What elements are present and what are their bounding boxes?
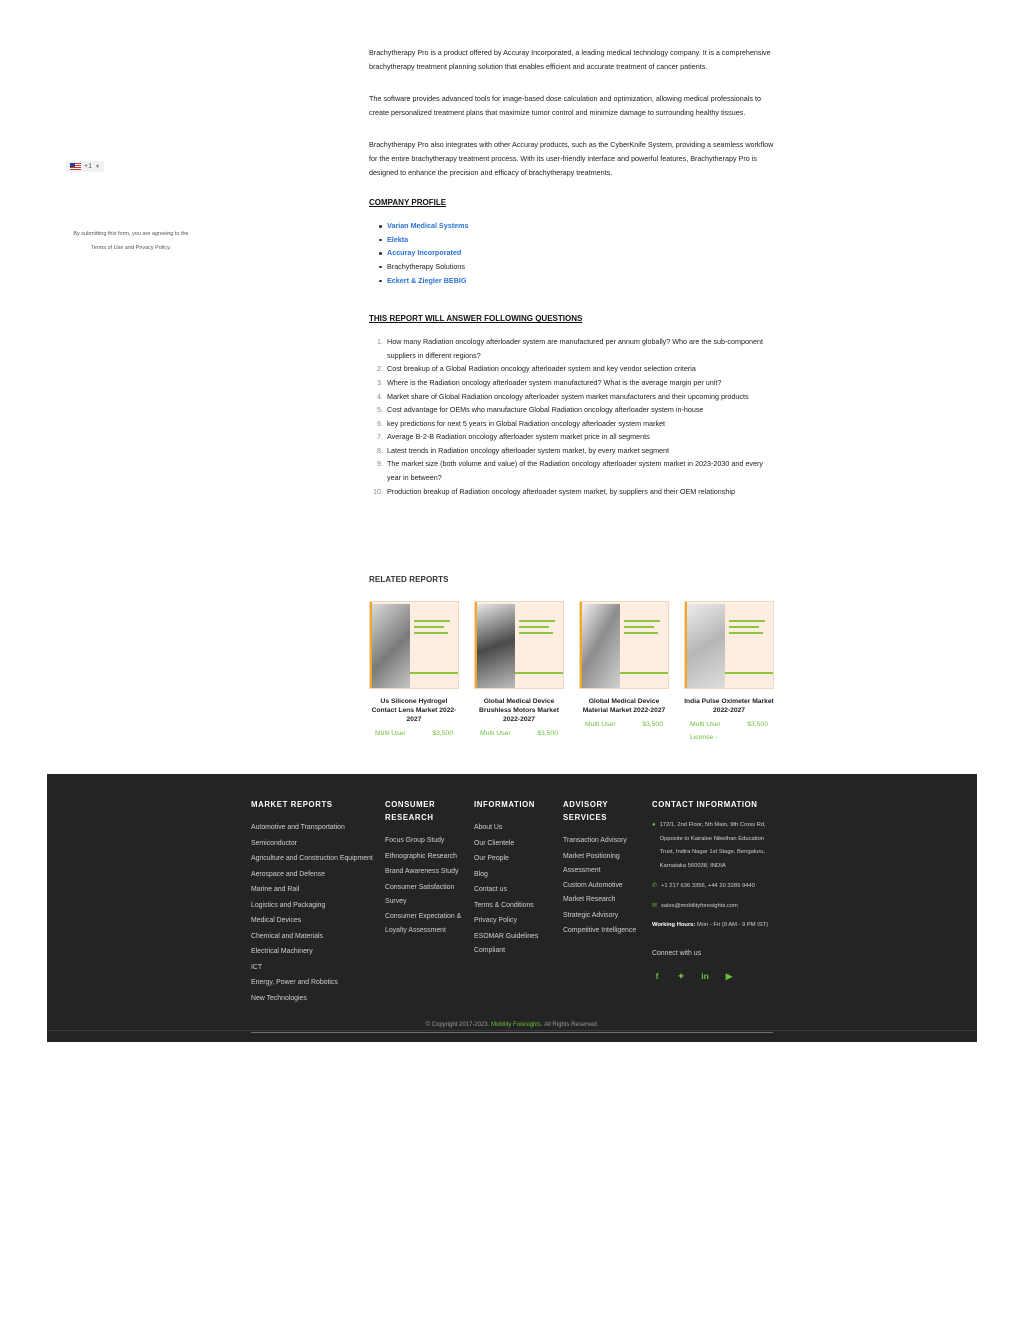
chevron-down-icon: ▼ (94, 163, 100, 170)
footer-link[interactable]: Logistics and Packaging (251, 901, 326, 909)
company-link[interactable]: Accuray Incorporated (387, 248, 462, 258)
company-name: Brachytherapy Solutions (387, 261, 465, 271)
footer-column-advisory (563, 798, 641, 940)
report-cover-image[interactable] (579, 601, 669, 689)
footer-link[interactable]: Aerospace and Defense (251, 870, 325, 878)
list-item (369, 376, 774, 390)
footer-link[interactable]: Energy, Power and Robotics (251, 979, 338, 986)
copyright-text: © Copyright 2017-2023. (425, 1022, 490, 1028)
working-hours: Mon - Fri (9 AM - 9 PM IST) (697, 922, 769, 929)
footer-link[interactable]: Privacy Policy (474, 917, 517, 924)
report-card[interactable] (369, 601, 459, 744)
license-type: Multi User (480, 730, 511, 737)
twitter-icon[interactable]: ✦ (677, 970, 685, 981)
question-text: Production breakup of Radiation oncology afterloader system market, by suppliers and their OEM relationship (387, 486, 735, 496)
report-cover-image[interactable] (474, 601, 564, 689)
copyright (47, 1022, 977, 1028)
footer-link[interactable]: ICT (251, 963, 263, 971)
footer-link[interactable]: Semiconductor (251, 839, 297, 847)
footer-link[interactable]: Focus Group Study (385, 837, 445, 844)
list-number: 10. (373, 486, 383, 496)
list-item (369, 485, 774, 499)
license-type: Multi User (690, 721, 721, 728)
related-reports-heading: RELATED REPORTS (369, 575, 449, 584)
connect-label: Connect with us (652, 949, 702, 957)
footer-link[interactable]: Contact us (474, 886, 507, 893)
question-text: The market size (both volume and value) of the Radiation oncology afterloader system market in 2023-2030 and every year in between? (387, 459, 763, 483)
facebook-icon[interactable]: f (655, 970, 659, 981)
list-number: 9. (377, 459, 383, 469)
report-price: $3,500 (747, 721, 768, 728)
report-cover-image[interactable] (369, 601, 459, 689)
list-item (369, 362, 774, 376)
phone-country-selector[interactable] (66, 161, 104, 172)
contact-phone[interactable]: +1 217 636 3356, +44 20 3289 9440 (661, 882, 755, 889)
footer-link[interactable]: Blog (474, 870, 488, 878)
footer-divider (47, 1030, 977, 1031)
footer-link[interactable]: Marine and Rail (251, 886, 300, 893)
footer-heading: ADVISORY SERVICES (563, 800, 609, 822)
footer-link[interactable]: Consumer Expectation & Loyalty Assessment (385, 913, 462, 934)
brand-link[interactable]: Mobility Foresights (491, 1022, 542, 1028)
company-link[interactable]: Elekta (387, 234, 409, 244)
map-pin-icon: ● (652, 822, 656, 828)
youtube-icon[interactable]: ▶ (725, 970, 733, 981)
description-paragraph: Brachytherapy Pro is a product offered by Accuray Incorporated, a leading medical technology company. It is a comprehensive brachytherapy treatment planning solution that enables efficient and accurate treatment of cancer patients. (369, 48, 771, 71)
list-item (369, 457, 774, 484)
footer-column-consumer-research (385, 798, 463, 940)
footer-link[interactable]: ESOMAR Guidelines Compliant (474, 932, 539, 954)
question-text: Where is the Radiation oncology afterloader system manufactured? What is the average margin per unit? (387, 377, 722, 387)
company-link[interactable]: Eckert & Ziegler BEBIG (387, 275, 467, 285)
list-number: 6. (377, 418, 383, 428)
list-item (369, 403, 774, 417)
company-list (379, 219, 774, 287)
report-card[interactable] (684, 601, 774, 744)
list-number: 5. (377, 405, 383, 415)
company-profile-heading: COMPANY PROFILE (369, 198, 447, 208)
footer-link[interactable]: Competitive Intelligence (563, 927, 637, 934)
list-item (379, 260, 774, 274)
form-consent-text: By submitting this form, you are agreeing to the Terms of Use and Privacy Policy. (73, 231, 189, 251)
footer-link[interactable]: Medical Devices (251, 917, 302, 924)
report-price: $3,500 (642, 721, 663, 728)
report-title[interactable]: Us Silicone Hydrogel Contact Lens Market 2022-2027 (371, 698, 457, 723)
site-footer (47, 774, 977, 1042)
question-text: Cost advantage for OEMs who manufacture Global Radiation oncology afterloader system in-house (387, 405, 704, 415)
contact-address: 172/1, 2nd Floor, 5th Main, 9th Cross Rd, Opposite to Kairalee Nikethan Education Trust, Indira Nagar 1st Stage, Bengaluru, Karnataka 560038, INDIA (659, 822, 766, 870)
footer-divider (251, 1032, 773, 1033)
phone-icon: ✆ (652, 882, 658, 889)
report-price: $3,500 (537, 730, 558, 737)
footer-link[interactable]: Terms & Conditions (474, 901, 534, 909)
report-title[interactable]: India Pulse Oximeter Market 2022-2027 (684, 698, 774, 714)
license-type: Multi User (375, 730, 406, 737)
footer-link[interactable]: Ethnographic Research (385, 852, 458, 860)
mail-icon: ✉ (652, 902, 658, 909)
footer-link[interactable]: Custom Automotive Market Research (563, 882, 623, 903)
footer-link[interactable]: Automotive and Transportation (251, 824, 345, 831)
report-price: $3,500 (432, 730, 453, 737)
description-paragraph: Brachytherapy Pro also integrates with other Accuray products, such as the CyberKnife System, providing a seamless workflow for the entire brachytherapy treatment process. With its user-friendly interface and powerful features, Brachytherapy Pro is designed to enhance the precision and efficacy of brachytherapy treatments. (369, 140, 774, 177)
phone-code: +1 (84, 163, 92, 170)
list-number: 8. (377, 445, 383, 455)
report-card[interactable] (474, 601, 564, 744)
list-item (369, 390, 774, 404)
question-text: Market share of Global Radiation oncology afterloader system market manufacturers and their upcoming products (387, 391, 749, 401)
question-text: How many Radiation oncology afterloader system are manufactured per annum globally? Who are the sub-component suppliers in different regions? (387, 337, 763, 360)
footer-heading: INFORMATION (474, 800, 536, 809)
question-text: Cost breakup of a Global Radiation oncology afterloader system and key vendor selection criteria (387, 364, 696, 374)
us-flag-icon (70, 163, 81, 170)
list-item (369, 335, 774, 362)
list-number: 3. (377, 377, 383, 387)
list-number: 7. (377, 432, 383, 442)
report-title[interactable]: Global Medical Device Brushless Motors Market 2022-2027 (479, 698, 559, 723)
copyright-suffix: . All Rights Reserved. (541, 1022, 599, 1028)
footer-link[interactable]: Strategic Advisory (563, 911, 619, 919)
company-link[interactable]: Varian Medical Systems (387, 221, 469, 231)
footer-link[interactable]: New Technologies (251, 994, 307, 1002)
footer-link[interactable]: Chemical and Materials (251, 932, 323, 940)
footer-link[interactable]: Electrical Machinery (251, 948, 313, 955)
list-number: 1. (377, 337, 383, 347)
working-hours-label: Working Hours: (652, 922, 696, 929)
question-text: Average B-2-B Radiation oncology afterloader system market price in all segments (387, 432, 650, 442)
license-suffix: License - (690, 734, 718, 741)
list-item[interactable] (379, 233, 774, 247)
footer-link[interactable]: Agriculture and Construction Equipment (251, 855, 373, 862)
report-description (369, 46, 774, 498)
footer-heading: MARKET REPORTS (251, 800, 333, 809)
list-item[interactable] (379, 274, 774, 288)
footer-link[interactable]: Consumer Satisfaction Survey (385, 883, 455, 905)
report-title[interactable]: Global Medical Device Material Market 2022-2027 (582, 698, 666, 714)
linkedin-icon[interactable]: in (701, 970, 709, 981)
contact-email[interactable]: sales@mobilityforesights.com (661, 902, 738, 909)
social-links (652, 971, 774, 982)
question-text: key predictions for next 5 years in Global Radiation oncology afterloader system market (387, 418, 666, 428)
footer-heading: CONSUMER RESEARCH (385, 800, 436, 822)
footer-link[interactable]: About Us (474, 824, 503, 831)
list-number: 4. (377, 391, 383, 401)
footer-column-information (474, 798, 554, 959)
list-item (369, 417, 774, 431)
report-card[interactable] (579, 601, 669, 744)
description-paragraph: The software provides advanced tools for image-based dose calculation and optimization, allowing medical professionals to create personalized treatment plans that maximize tumor control and minimize damage to surrounding healthy tissues. (369, 94, 761, 117)
list-item (369, 430, 774, 444)
questions-list (369, 335, 774, 498)
list-item (369, 444, 774, 458)
footer-link[interactable]: Our Clientele (474, 839, 515, 847)
list-item[interactable] (379, 246, 774, 260)
related-reports-grid (369, 601, 774, 744)
footer-link[interactable]: Our People (474, 855, 509, 862)
footer-column-market-reports (251, 798, 376, 1007)
list-number: 2. (377, 364, 383, 374)
list-item[interactable] (379, 219, 774, 233)
footer-column-contact (652, 798, 774, 982)
license-type: Multi User (585, 721, 616, 728)
footer-link[interactable]: Brand Awareness Study (385, 868, 459, 875)
questions-heading: THIS REPORT WILL ANSWER FOLLOWING QUESTIONS (369, 314, 583, 324)
footer-link[interactable]: Transaction Advisory (563, 837, 627, 844)
report-cover-image[interactable] (684, 601, 774, 689)
footer-link[interactable]: Market Positioning Assessment (563, 852, 620, 874)
footer-heading: CONTACT INFORMATION (652, 800, 758, 809)
question-text: Latest trends in Radiation oncology afterloader system market, by every market segment (387, 445, 670, 455)
